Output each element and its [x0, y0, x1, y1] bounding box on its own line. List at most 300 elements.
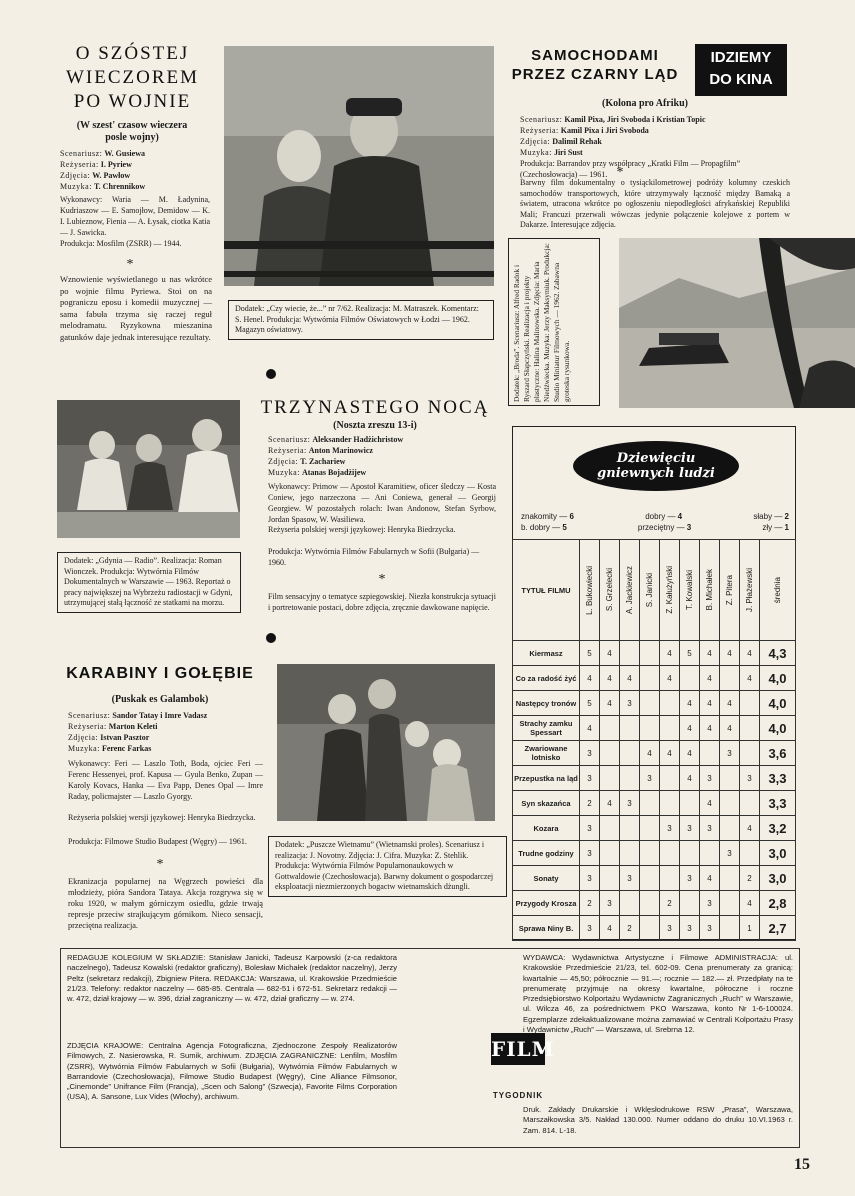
legend-value: 5	[562, 523, 567, 532]
score-cell: 3	[580, 916, 600, 941]
score-cell: 4	[680, 766, 700, 791]
credit-value: T. Chrennikow	[93, 182, 146, 191]
critic-name: T. Kowalski	[685, 569, 694, 610]
score-cell	[720, 816, 740, 841]
credit-value: W. Gusiewa	[104, 149, 145, 158]
critic-header	[580, 540, 600, 641]
film-title-cell: Zwariowane lotnisko	[513, 741, 580, 766]
critic-name: Z. Kałużyński	[665, 566, 674, 614]
legend-item: przeciętny — 3	[637, 523, 692, 532]
credit-row	[520, 147, 790, 158]
table-row	[513, 766, 796, 791]
credit-label: Scenariusz:	[268, 435, 311, 444]
score-cell: 3	[700, 816, 720, 841]
score-cell: 2	[580, 891, 600, 916]
score-cell: 4	[700, 666, 720, 691]
cast: Wykonawcy: Primow — Apostoł Karamitiew, oficer śledczy — Kosta Coniew, jego narzeczona — Ani Coniewa, generał — Georgij Georgiew. W pozostałych rolach: Iwan Andonow, Stefan Syrbow, Jordan Spasow, W. Wasiliewa.	[268, 482, 496, 524]
critic-header	[660, 540, 680, 641]
legend-label: zły	[762, 523, 773, 532]
table-row	[513, 916, 796, 941]
score-cell	[600, 766, 620, 791]
credit-row	[268, 434, 498, 445]
table-row	[513, 741, 796, 766]
critic-name: S. Grzelecki	[605, 568, 614, 612]
score-cell: 4	[580, 666, 600, 691]
legend-label: dobry	[645, 512, 666, 521]
score-cell	[620, 741, 640, 766]
score-cell: 4	[700, 791, 720, 816]
legend-value: 6	[569, 512, 574, 521]
table-row	[513, 666, 796, 691]
supplement-box: Dodatek: „Czy wiecie, że...” nr 7/62. Realizacja: M. Matraszek. Komentarz: S. Henel. Produkcja: Wytwórnia Filmów Oświatowych w Łodzi — 1962. Magazyn oświatowy.	[228, 300, 494, 340]
score-cell: 3	[660, 916, 680, 941]
score-cell	[600, 841, 620, 866]
critic-name: A. Jackiewicz	[625, 565, 634, 614]
credit-value: Anton Marinowicz	[308, 446, 373, 455]
credit-label: Muzyka:	[60, 182, 92, 191]
score-cell: 3	[620, 866, 640, 891]
score-cell	[660, 691, 680, 716]
badge-line: DO KINA	[709, 71, 773, 88]
critic-header	[620, 540, 640, 641]
credit-row	[68, 710, 263, 721]
score-cell	[720, 891, 740, 916]
credit-row	[520, 114, 790, 125]
bullet-dot	[266, 633, 276, 643]
film-title-cell: Sonaty	[513, 866, 580, 891]
critic-name: S. Janicki	[645, 572, 654, 608]
score-cell: 4	[660, 641, 680, 666]
credit-label: Scenariusz:	[60, 149, 103, 158]
credit-row	[520, 136, 790, 147]
score-cell	[640, 716, 660, 741]
photo-art	[57, 400, 240, 538]
ratings-panel	[512, 426, 796, 940]
average-cell: 2,8	[760, 891, 796, 916]
score-cell: 4	[580, 716, 600, 741]
critic-name: B. Michałek	[705, 569, 714, 611]
legend-item: b. dobry — 5	[521, 523, 567, 532]
legend-label: znakomity	[521, 512, 558, 521]
ratings-legend	[521, 511, 789, 533]
critic-header	[600, 540, 620, 641]
photo-art	[619, 238, 855, 408]
score-cell	[660, 866, 680, 891]
film-title-cell: Przepustka na ląd	[513, 766, 580, 791]
title-line: PRZEZ CZARNY LĄD	[511, 66, 679, 83]
review: Barwny film dokumentalny o tysiąckilometrowej podróży kolumny czeskich samochodów transportowych, które utrzymywały łączność między Bamaką a światem, utracona wkrótce po ogłoszeniu niepodległości afrykańskiej Republiki Mali; Francuzi przerwali wówczas jedynie połączenie kolejowe z portem w Dakarze. Interesujące zdjęcia.	[520, 178, 790, 229]
legend-item: znakomity — 6	[521, 512, 574, 521]
score-cell: 3	[720, 741, 740, 766]
legend-label: słaby	[753, 512, 773, 521]
score-cell	[600, 716, 620, 741]
article-title	[505, 46, 685, 84]
legend-item: zły — 1	[762, 523, 789, 532]
score-cell: 4	[600, 916, 620, 941]
credit-value: Atanas Bojadżijew	[301, 468, 367, 477]
title-line: O SZÓSTEJ	[75, 43, 190, 64]
score-cell	[620, 816, 640, 841]
film-column-header: TYTUŁ FILMU	[513, 540, 580, 641]
ratings-header-row	[513, 540, 796, 641]
score-cell	[660, 716, 680, 741]
average-cell: 4,3	[760, 641, 796, 666]
score-cell: 3	[620, 791, 640, 816]
credit-value: T. Zachariew	[300, 457, 346, 466]
legend-row	[521, 522, 789, 533]
average-cell: 3,0	[760, 866, 796, 891]
original-title	[52, 120, 212, 144]
film-still-photo	[277, 664, 495, 821]
score-cell	[620, 716, 640, 741]
review: Wznowienie wyświetlanego u nas wkrótce po wojnie filmu Pyriewa. Stoi on na pograniczu eposu i komedii muzycznej — sama fabuła trzyma się raczej reguł melodramatu. Ryzykowna mieszanina gatunków daje jednak interesujące rezultaty.	[60, 274, 212, 342]
film-title-cell: Syn skazańca	[513, 791, 580, 816]
credit-value: W. Pawłow	[92, 171, 131, 180]
score-cell: 4	[680, 691, 700, 716]
average-cell: 3,2	[760, 816, 796, 841]
score-cell: 4	[660, 741, 680, 766]
credit-label: Scenariusz:	[520, 115, 563, 124]
credit-label: Reżyseria:	[68, 722, 107, 731]
critic-name: J. Płażewski	[745, 567, 754, 612]
score-cell	[740, 841, 760, 866]
credit-value: Aleksander Hadżichristow	[312, 435, 404, 444]
score-cell: 4	[660, 666, 680, 691]
credit-label: Muzyka:	[268, 468, 300, 477]
score-cell	[700, 841, 720, 866]
separator-star: *	[156, 857, 164, 872]
credit-value: Sandor Tatay i Imre Vadasz	[112, 711, 208, 720]
film-logo-subtitle: TYGODNIK	[492, 1091, 544, 1100]
masthead-publisher: WYDAWCA: Wydawnictwa Artystyczne i Filmowe ADMINISTRACJA: ul. Krakowskie Przedmieście 21/23, tel. 602-09. Cena prenumeraty za granicą: kwartalnie — 45,50; półrocznie — 91.—; rocznie — 182.— zł. Przedpłaty na te prenumeratę przyjmuje na okresy kwartalne, półroczne i roczne Przedsiębiorstwo Kolportażu Wydawnictw Zagranicznych „Ruch” w Warszawie, ul. Wilcza 46, za pośrednictwem PKO Warszawa, konto Nr 1-6-100024. Egzemplarze zdekaktualizowane można zamawiać w Centrali Kolportażu Prasy i Wydawnictw „Ruch” — Warszawa, ul. Srebrna 12.	[523, 953, 793, 1035]
title-line: WIECZOREM	[65, 67, 200, 88]
score-cell	[640, 891, 660, 916]
film-still-photo	[224, 46, 494, 286]
critic-header	[740, 540, 760, 641]
masthead-editorial: REDAGUJE KOLEGIUM W SKŁADZIE: Stanisław Janicki, Tadeusz Karpowski (z-ca redaktora naczelnego), Tadeusz Kowalski (redaktor graficzny), Bolesław Michałek (redaktor naczelny), Jerzy Peltz (sekretarz redakcji), Zbigniew Pitera. REDAKCJA: Warszawa, ul. Krakowskie Przedmieście 21/23. Telefony: redaktor naczelny — 685-85. Centrala — 682-51 i 672-51. Sekretarz redakcji — w. 472, dział krajowy — w. 396, dział zagraniczny — w. 472, dział graficzny — w. 274.	[67, 953, 397, 1004]
credit-value: Ferenc Farkas	[101, 744, 152, 753]
score-cell	[720, 866, 740, 891]
film-logo: FILM	[491, 1033, 545, 1065]
supplement-box: Dodatek: „Gdynia — Radio”. Realizacja: Roman Wionczek. Produkcja: Wytwórnia Filmów Dokumentalnych w Warszawie — 1963. Reportaż o pracy największej na Wybrzeżu radiostacji w Gdyni, utrzymującej stałą łączność ze statkami na morzu.	[57, 552, 241, 613]
average-cell: 3,0	[760, 841, 796, 866]
credit-value: Kamil Pixa i Jiri Svoboda	[560, 126, 649, 135]
score-cell	[640, 641, 660, 666]
credit-label: Zdjęcia:	[68, 733, 99, 742]
film-title-cell: Sprawa Niny B.	[513, 916, 580, 941]
credit-value: Kamil Pixa, Jiri Svoboda i Kristian Topic	[564, 115, 706, 124]
score-cell	[740, 741, 760, 766]
ratings-table	[512, 539, 796, 941]
film-title-cell: Następcy tronów	[513, 691, 580, 716]
average-cell: 4,0	[760, 716, 796, 741]
polish-version: Reżyseria polskiej wersji językowej: Henryka Biedrzycka.	[268, 525, 456, 534]
original-title: (Noszta zreszu 13-i)	[333, 420, 417, 431]
credit-row	[268, 445, 498, 456]
score-cell	[680, 666, 700, 691]
score-cell	[660, 766, 680, 791]
score-cell	[640, 791, 660, 816]
article-title: TRZYNASTEGO NOCĄ	[260, 397, 490, 418]
score-cell: 3	[680, 866, 700, 891]
legend-item: słaby — 2	[753, 512, 789, 521]
separator-star: *	[616, 165, 624, 180]
review: Ekranizacja popularnej na Węgrzech powieści dla młodzieży, pióra Sandora Tataya. Akcja rozgrywa się w roku 1920, w małym górniczym osiedlu, gdzie trwają represje przeciw strajkującym górnikom. Nieco sensacji, przeciętna realizacja.	[68, 877, 263, 930]
legend-row	[521, 511, 789, 522]
production: Produkcja: Filmowe Studio Budapest (Węgry) — 1961.	[68, 837, 247, 846]
average-label: średnia	[773, 576, 782, 604]
credit-label: Zdjęcia:	[520, 137, 551, 146]
score-cell	[720, 766, 740, 791]
score-cell	[740, 691, 760, 716]
film-title-cell: Co za radość żyć	[513, 666, 580, 691]
production: Produkcja: Barrandov przy współpracy „Kratki Film — Propagfilm” (Czechosłowacja) — 1961.	[520, 159, 741, 179]
score-cell	[740, 791, 760, 816]
credit-row	[68, 732, 263, 743]
score-cell: 3	[700, 916, 720, 941]
score-cell: 4	[740, 891, 760, 916]
credit-row	[60, 148, 210, 159]
article-title: KARABINY I GOŁĘBIE	[66, 665, 254, 682]
cast: Wykonawcy: Feri — Laszlo Toth, Boda, ojciec Feri — Ferenc Hessenyei, prof. Kapusa — Gyula Benko, Zupan — Karoly Kovacs, Hanka — Eva Papp, Denes Opal — Imre Raday, policmajster — Laszlo Gyorgy.	[68, 759, 263, 801]
score-cell	[600, 866, 620, 891]
supplement-box	[508, 238, 600, 406]
score-cell: 4	[740, 641, 760, 666]
score-cell: 4	[720, 716, 740, 741]
score-cell	[640, 916, 660, 941]
critic-header	[700, 540, 720, 641]
credit-row	[60, 170, 210, 181]
score-cell: 3	[580, 841, 600, 866]
critic-header	[640, 540, 660, 641]
score-cell: 4	[680, 716, 700, 741]
legend-value: 1	[784, 523, 789, 532]
credit-row	[268, 467, 498, 478]
average-cell: 4,0	[760, 666, 796, 691]
production: Produkcja: Wytwórnia Filmów Fabularnych w Sofii (Bułgaria) — 1960.	[268, 547, 480, 567]
score-cell: 3	[580, 816, 600, 841]
score-cell: 2	[620, 916, 640, 941]
score-cell: 5	[680, 641, 700, 666]
table-row	[513, 791, 796, 816]
credits	[68, 710, 263, 754]
score-cell: 3	[720, 841, 740, 866]
score-cell: 1	[740, 916, 760, 941]
average-cell: 4,0	[760, 691, 796, 716]
review: Film sensacyjny o tematyce szpiegowskiej. Niezła konstrukcja sytuacji i portretowanie postaci, dobre zdjęcia, zręcznie dawkowane napięcie.	[268, 592, 496, 612]
score-cell: 3	[700, 766, 720, 791]
polish-version: Reżyseria polskiej wersji językowej: Henryka Biedrzycka.	[68, 813, 256, 822]
score-cell: 4	[600, 691, 620, 716]
credits	[60, 148, 210, 192]
score-cell	[720, 916, 740, 941]
supplement-vertical-text: Dodatek: „Broda”. Scenariusz: Alfred Radok i Ryszard Słapczyński. Realizacja i projekty plastyczne: Halina Malinowska. Zdjęcia: Maria Niedźwiecka. Muzyka: Jerzy Maksymiuk. Produkcja: Studio Miniatur Filmowych — 1962. Zabawna groteska rysunkowa.	[512, 243, 571, 402]
credits	[268, 434, 498, 478]
critic-name: L. Bukowiecki	[585, 565, 594, 615]
credit-value: Marton Keleti	[108, 722, 158, 731]
table-row	[513, 891, 796, 916]
film-still-photo	[57, 400, 240, 538]
score-cell	[640, 816, 660, 841]
legend-label: b. dobry	[521, 523, 550, 532]
score-cell	[640, 666, 660, 691]
supplement-box: Dodatek: „Puszcze Wietnamu” (Wietnamski proles). Scenariusz i realizacja: J. Novotny. Zdjęcia: J. Cifra. Muzyka: Z. Stehlik. Produkcja: Wytwórnia Filmów Popularnonaukowych w Gottwaldowie (Czechosłowacja). Barwny dokument o gospodarczej eksploatacji niezmierzonych bogactw wietnamskich dżungli.	[268, 836, 507, 897]
score-cell: 4	[700, 716, 720, 741]
credit-label: Muzyka:	[520, 148, 552, 157]
score-cell: 5	[580, 641, 600, 666]
score-cell: 4	[620, 666, 640, 691]
title-line: PO WOJNIE	[73, 91, 192, 112]
score-cell: 4	[680, 741, 700, 766]
credit-value: Jiri Sust	[553, 148, 583, 157]
score-cell: 4	[600, 791, 620, 816]
table-row	[513, 691, 796, 716]
score-cell: 3	[660, 816, 680, 841]
score-cell	[720, 791, 740, 816]
score-cell: 3	[680, 816, 700, 841]
score-cell: 4	[600, 666, 620, 691]
score-cell	[660, 791, 680, 816]
credit-label: Zdjęcia:	[60, 171, 91, 180]
photo-art	[277, 664, 495, 821]
score-cell: 2	[740, 866, 760, 891]
bullet-dot	[266, 369, 276, 379]
average-cell: 3,3	[760, 766, 796, 791]
original-title-line: (W szest' czasow wieczera	[76, 120, 188, 131]
score-cell: 3	[640, 766, 660, 791]
credits	[520, 114, 790, 158]
score-cell: 4	[720, 691, 740, 716]
cast: Wykonawcy: Waria — M. Ładynina, Kudriaszow — E. Samojłow, Demidow — K. I. Lubieznow, Fienia — A. Łysak, ciotka Katia — J. Sawicka.	[60, 195, 210, 237]
score-cell	[640, 691, 660, 716]
score-cell: 2	[580, 791, 600, 816]
critic-name: Z. Pitera	[725, 574, 734, 606]
legend-value: 2	[784, 512, 789, 521]
score-cell: 4	[700, 641, 720, 666]
table-row	[513, 641, 796, 666]
average-cell: 3,3	[760, 791, 796, 816]
credit-row	[60, 181, 210, 192]
score-cell	[680, 791, 700, 816]
credit-label: Reżyseria:	[60, 160, 99, 169]
score-cell	[620, 891, 640, 916]
average-header	[760, 540, 796, 641]
score-cell	[680, 891, 700, 916]
credit-row	[268, 456, 498, 467]
table-row	[513, 716, 796, 741]
logo-line: gniewnych ludzi	[597, 466, 715, 481]
original-title: (Kolona pro Afriku)	[602, 98, 688, 109]
critic-header	[680, 540, 700, 641]
credit-row	[520, 125, 790, 136]
title-line: SAMOCHODAMI	[531, 47, 659, 64]
table-row	[513, 841, 796, 866]
score-cell: 3	[580, 866, 600, 891]
masthead-photo-credits: ZDJĘCIA KRAJOWE: Centralna Agencja Fotograficzna, Zjednoczone Zespoły Realizatorów Filmowych, Z. Nasierowska, R. Sumik, archiwum. ZDJĘCIA ZAGRANICZNE: Lenfilm, Mosfilm (ZSRR), Wytwórnia Filmów Fabularnych w Sofii (Bułgaria), Wytwórnia Filmów Fabularnych w Barrandovie (Czechosłowacja), Filmowe Studio Budapest (Węgry), Cine Alliance Filmsonor, „Cinemonde” Unifrance Film (Francja), „Scen och Salong” (Szwecja), Favorite Films Corporation (USA), A. Sansone, Lux Vides (Włochy), archiwum.	[67, 1041, 397, 1102]
photo-art	[224, 46, 494, 286]
score-cell	[600, 741, 620, 766]
score-cell: 3	[580, 741, 600, 766]
score-cell	[720, 666, 740, 691]
average-cell: 2,7	[760, 916, 796, 941]
separator-star: *	[126, 257, 134, 272]
credit-row	[68, 721, 263, 732]
page-number: 15	[794, 1156, 810, 1173]
film-still-photo	[619, 238, 855, 408]
score-cell: 4	[740, 816, 760, 841]
score-cell	[660, 841, 680, 866]
score-cell: 4	[700, 866, 720, 891]
film-title-cell: Kiermasz	[513, 641, 580, 666]
score-cell: 5	[580, 691, 600, 716]
badge-line: IDZIEMY	[710, 49, 772, 66]
score-cell	[640, 866, 660, 891]
score-cell: 3	[740, 766, 760, 791]
credit-row	[68, 743, 263, 754]
film-title-cell: Strachy zamku Spessart	[513, 716, 580, 741]
masthead-printing: Druk. Zakłady Drukarskie i Wklęsłodrukowe RSW „Prasa”, Warszawa, Marszałkowska 3/5. Nakład 130.000. Numer oddano do druku 10.VI.1963 r. Zam. 814. L-18.	[523, 1105, 793, 1135]
film-title-cell: Przygody Krosza	[513, 891, 580, 916]
score-cell: 4	[720, 641, 740, 666]
table-row	[513, 816, 796, 841]
score-cell: 3	[600, 891, 620, 916]
score-cell	[740, 716, 760, 741]
legend-value: 3	[686, 523, 692, 532]
score-cell: 4	[640, 741, 660, 766]
score-cell: 3	[620, 691, 640, 716]
original-title: (Puskak es Galambok)	[111, 694, 209, 705]
credit-value: Dalimil Rehak	[552, 137, 602, 146]
score-cell: 4	[700, 691, 720, 716]
credit-value: I. Pyriew	[100, 160, 132, 169]
credit-label: Muzyka:	[68, 744, 100, 753]
legend-value: 4	[677, 512, 683, 521]
masthead	[60, 948, 800, 1148]
critic-header	[720, 540, 740, 641]
logo-line: Dziewięciu	[616, 451, 696, 466]
score-cell	[700, 741, 720, 766]
score-cell: 4	[740, 666, 760, 691]
score-cell	[600, 816, 620, 841]
separator-star: *	[378, 572, 386, 587]
score-cell	[620, 841, 640, 866]
score-cell	[640, 841, 660, 866]
original-title-line: posle wojny)	[105, 132, 159, 143]
article-title	[50, 42, 215, 114]
score-cell: 3	[680, 916, 700, 941]
credit-label: Reżyseria:	[520, 126, 559, 135]
credit-value: Istvan Pasztor	[100, 733, 150, 742]
credit-row	[60, 159, 210, 170]
ratings-logo	[573, 441, 739, 491]
average-cell: 3,6	[760, 741, 796, 766]
score-cell: 4	[600, 641, 620, 666]
ratings-table-body	[513, 540, 796, 941]
film-title-cell: Trudne godziny	[513, 841, 580, 866]
credit-label: Zdjęcia:	[268, 457, 299, 466]
score-cell: 3	[700, 891, 720, 916]
score-cell: 2	[660, 891, 680, 916]
section-badge	[695, 44, 787, 96]
legend-label: przeciętny	[637, 523, 675, 532]
production: Produkcja: Mosfilm (ZSRR) — 1944.	[60, 239, 182, 248]
credit-label: Scenariusz:	[68, 711, 111, 720]
credit-label: Reżyseria:	[268, 446, 307, 455]
score-cell	[680, 841, 700, 866]
score-cell: 3	[580, 766, 600, 791]
table-row	[513, 866, 796, 891]
legend-item: dobry — 4	[645, 512, 683, 521]
